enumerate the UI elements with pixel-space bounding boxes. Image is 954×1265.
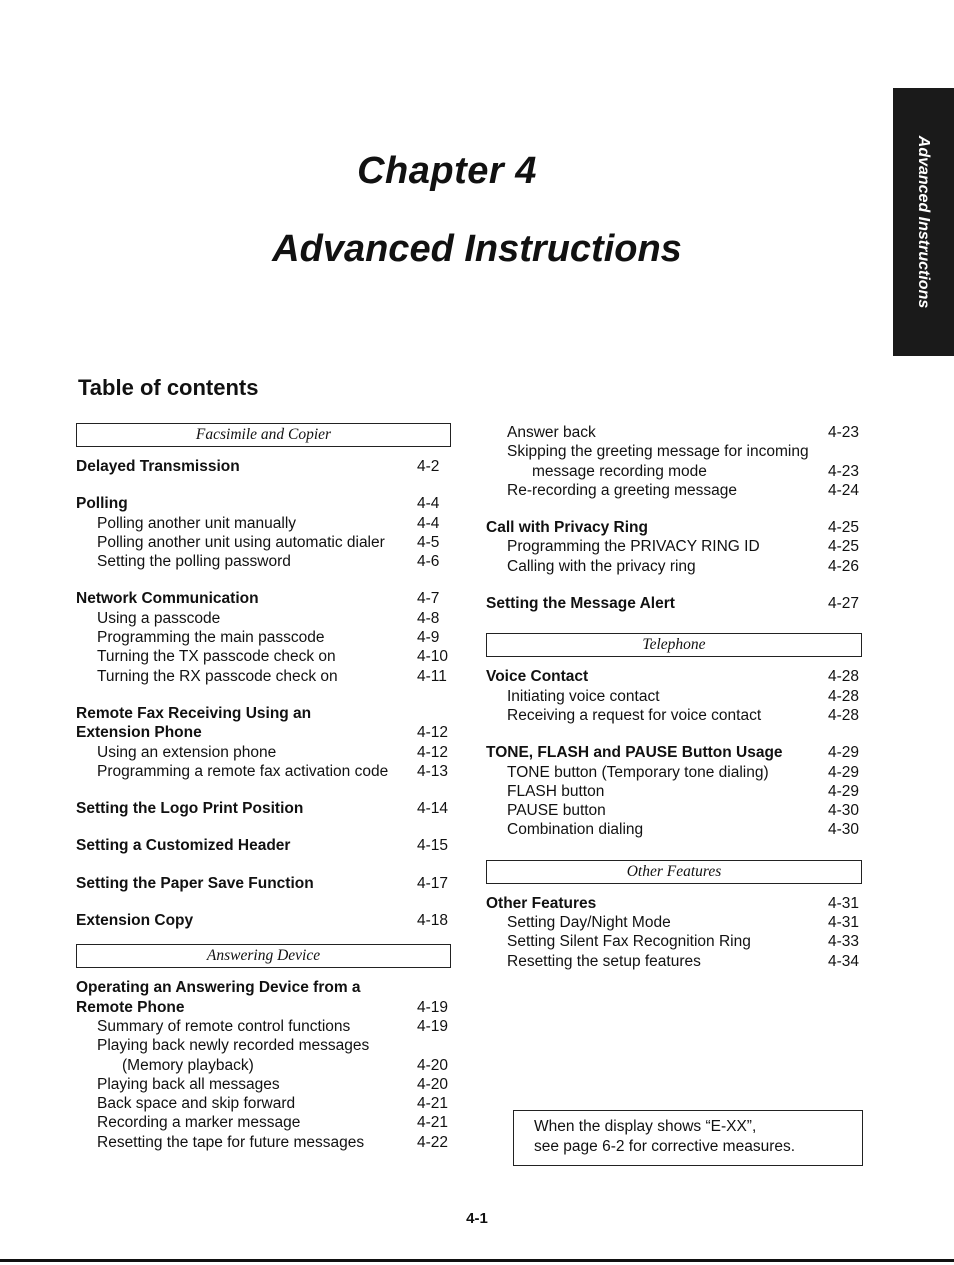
toc-entry-title: Setting the Logo Print Position	[76, 800, 304, 818]
toc-entry	[76, 911, 451, 930]
toc-entry-page: 4-6	[417, 553, 440, 571]
toc-entry	[486, 763, 862, 782]
toc-entry-page: 4-5	[417, 533, 440, 551]
toc-entry-title: Extension Copy	[76, 912, 194, 930]
toc-entry	[76, 874, 451, 893]
toc-entry-page: 4-9	[417, 629, 440, 647]
toc-entry-title: Skipping the greeting message for incoming	[507, 443, 809, 461]
toc-entry-page: 4-19	[417, 1017, 449, 1035]
toc-entry-title: Setting the Paper Save Function	[76, 874, 314, 892]
toc-entry	[76, 609, 451, 628]
toc-entry-page: 4-24	[828, 481, 860, 499]
toc-entry-page: 4-2	[417, 458, 440, 475]
toc-entry-page: 4-15	[417, 837, 449, 855]
toc-entry	[76, 978, 451, 997]
toc-entry	[76, 628, 451, 647]
toc-entry-title: Programming the PRIVACY RING ID	[507, 538, 760, 556]
toc-entry-page: 4-31	[828, 914, 860, 932]
toc-entry-page: 4-27	[828, 595, 860, 613]
toc-entry-title: TONE, FLASH and PAUSE Button Usage	[486, 744, 783, 762]
bottom-rule	[0, 1259, 954, 1262]
toc-list	[486, 423, 862, 613]
toc-entry-title: Polling	[76, 495, 128, 513]
toc-entry-title: Call with Privacy Ring	[486, 519, 648, 537]
toc-entry-page: 4-29	[828, 744, 860, 762]
chapter-title: Advanced Instructions	[272, 228, 682, 270]
toc-entry-title: Setting the polling password	[97, 553, 291, 571]
toc-entry	[486, 913, 862, 932]
toc-entry	[486, 820, 862, 839]
toc-entry-title: Setting the Message Alert	[486, 595, 675, 613]
toc-left-column	[76, 423, 451, 1152]
toc-entry-title: Playing back all messages	[97, 1075, 280, 1093]
toc-entry	[76, 743, 451, 762]
toc-list	[486, 667, 862, 839]
toc-entry-page: 4-20	[417, 1056, 449, 1074]
toc-entry-title: FLASH button	[507, 782, 605, 800]
toc-entry	[76, 533, 451, 552]
toc-entry-page: 4-7	[417, 590, 440, 608]
note-line: When the display shows “E-XX”,	[534, 1118, 757, 1135]
toc-entry-title: Turning the TX passcode check on	[97, 648, 336, 666]
toc-entry-title: Playing back newly recorded messages	[97, 1037, 370, 1055]
toc-heading: Table of contents	[78, 375, 259, 400]
toc-entry	[76, 494, 451, 513]
toc-entry-title: (Memory playback)	[122, 1056, 254, 1074]
chapter-label: Chapter 4	[357, 150, 537, 192]
toc-entry-title: Other Features	[486, 894, 597, 912]
toc-entry	[486, 442, 862, 461]
page-number: 4-1	[466, 1210, 488, 1227]
toc-entry-title: Setting Day/Night Mode	[507, 914, 671, 932]
toc-entry-title: Setting a Customized Header	[76, 837, 291, 855]
toc-entry-title: Using a passcode	[97, 609, 221, 627]
toc-entry-title: Programming a remote fax activation code	[97, 762, 389, 780]
toc-entry	[76, 1017, 451, 1036]
note-line: see page 6-2 for corrective measures.	[534, 1138, 796, 1155]
section-box-answering: Answering Device	[76, 944, 451, 968]
toc-entry-page: 4-34	[828, 952, 860, 970]
toc-entry-page: 4-20	[417, 1075, 449, 1093]
toc-entry-page: 4-18	[417, 912, 449, 930]
toc-entry-page: 4-33	[828, 933, 860, 951]
toc-entry-title: Combination dialing	[507, 821, 644, 839]
toc-entry	[486, 894, 862, 913]
toc-entry-page: 4-12	[417, 724, 449, 742]
toc-entry-title: Setting Silent Fax Recognition Ring	[507, 933, 751, 951]
toc-entry	[76, 762, 451, 781]
toc-entry-page: 4-23	[828, 462, 860, 480]
section-box-telephone: Telephone	[486, 633, 862, 657]
toc-entry	[76, 1056, 451, 1075]
toc-right-column	[486, 423, 862, 971]
toc-entry	[486, 687, 862, 706]
toc-list	[76, 457, 451, 930]
toc-list	[486, 894, 862, 971]
toc-entry	[76, 799, 451, 818]
toc-entry	[76, 1113, 451, 1132]
toc-entry-title: Calling with the privacy ring	[507, 557, 696, 575]
toc-entry-page: 4-21	[417, 1095, 449, 1113]
toc-entry-page: 4-31	[828, 894, 860, 912]
toc-entry	[76, 1075, 451, 1094]
toc-entry-title: Polling another unit manually	[97, 514, 297, 532]
toc-entry-page: 4-29	[828, 782, 860, 800]
toc-entry	[76, 1133, 451, 1152]
toc-entry	[486, 537, 862, 556]
toc-entry-title: Resetting the tape for future messages	[97, 1133, 365, 1151]
toc-entry-page: 4-11	[417, 667, 447, 685]
toc-entry-title: Operating an Answering Device from a	[76, 979, 361, 997]
toc-entry-page: 4-13	[417, 762, 449, 780]
toc-entry-page: 4-25	[828, 538, 860, 556]
toc-entry-page: 4-29	[828, 763, 860, 781]
toc-entry-title: Back space and skip forward	[97, 1095, 296, 1113]
toc-entry	[76, 1094, 451, 1113]
toc-entry-title: Recording a marker message	[97, 1114, 301, 1132]
toc-entry-page: 4-28	[828, 706, 860, 724]
toc-entry-title: Turning the RX passcode check on	[97, 667, 338, 685]
toc-entry-page: 4-22	[417, 1133, 449, 1151]
toc-entry	[486, 667, 862, 686]
toc-entry-page: 4-4	[417, 495, 440, 513]
toc-entry-title: Delayed Transmission	[76, 458, 240, 475]
toc-entry	[76, 723, 451, 742]
toc-entry-title: Initiating voice contact	[507, 687, 660, 705]
toc-entry	[486, 932, 862, 951]
toc-entry	[486, 594, 862, 613]
toc-entry	[76, 998, 451, 1017]
section-box-facsimile: Facsimile and Copier	[76, 423, 451, 447]
toc-entry-title: Receiving a request for voice contact	[507, 706, 762, 724]
toc-entry-title: Using an extension phone	[97, 743, 277, 761]
toc-entry-title: message recording mode	[532, 462, 707, 480]
toc-entry-page: 4-23	[828, 424, 860, 441]
toc-entry-page: 4-25	[828, 519, 860, 537]
toc-entry-page: 4-19	[417, 998, 449, 1016]
toc-entry	[486, 462, 862, 481]
toc-entry	[486, 481, 862, 500]
toc-entry-page: 4-21	[417, 1114, 449, 1132]
side-tab-label: Advanced Instructions	[915, 135, 932, 309]
toc-entry-page: 4-17	[417, 874, 449, 892]
toc-entry	[486, 743, 862, 762]
toc-entry-page: 4-28	[828, 687, 860, 705]
toc-entry-title: Re-recording a greeting message	[507, 481, 738, 499]
toc-entry	[486, 518, 862, 537]
toc-entry	[76, 647, 451, 666]
toc-entry-title: Network Communication	[76, 590, 259, 608]
toc-entry-page: 4-30	[828, 821, 860, 839]
toc-entry-title: Programming the main passcode	[97, 629, 325, 647]
error-note-box	[513, 1110, 863, 1166]
toc-entry-title: Extension Phone	[76, 724, 202, 742]
toc-entry-title: Remote Phone	[76, 998, 185, 1016]
toc-entry	[76, 552, 451, 571]
toc-entry-page: 4-4	[417, 514, 440, 532]
toc-entry-page: 4-8	[417, 609, 440, 627]
toc-entry	[76, 589, 451, 608]
toc-entry-page: 4-10	[417, 648, 449, 666]
toc-list	[76, 978, 451, 1152]
toc-entry	[76, 667, 451, 686]
toc-entry	[76, 514, 451, 533]
toc-entry	[76, 704, 451, 723]
toc-entry-title: Resetting the setup features	[507, 952, 701, 970]
toc-entry-title: Answer back	[507, 424, 596, 441]
toc-entry-page: 4-12	[417, 743, 449, 761]
toc-entry-title: Voice Contact	[486, 668, 589, 686]
toc-entry	[486, 801, 862, 820]
toc-entry	[486, 423, 862, 442]
toc-entry	[486, 557, 862, 576]
toc-entry	[486, 706, 862, 725]
toc-entry	[76, 836, 451, 855]
toc-entry-title: TONE button (Temporary tone dialing)	[507, 763, 769, 781]
toc-entry	[76, 457, 451, 476]
toc-entry	[486, 782, 862, 801]
toc-entry-title: PAUSE button	[507, 802, 606, 820]
toc-entry-page: 4-28	[828, 668, 860, 686]
toc-entry-page: 4-14	[417, 800, 449, 818]
toc-entry-page: 4-30	[828, 802, 860, 820]
toc-entry	[486, 952, 862, 971]
toc-entry	[76, 1036, 451, 1055]
section-box-other: Other Features	[486, 860, 862, 884]
toc-entry-page: 4-26	[828, 557, 860, 575]
toc-entry-title: Remote Fax Receiving Using an	[76, 704, 312, 722]
toc-entry-title: Polling another unit using automatic dialer	[97, 533, 385, 551]
side-tab	[893, 88, 954, 356]
toc-entry-title: Summary of remote control functions	[97, 1017, 351, 1035]
